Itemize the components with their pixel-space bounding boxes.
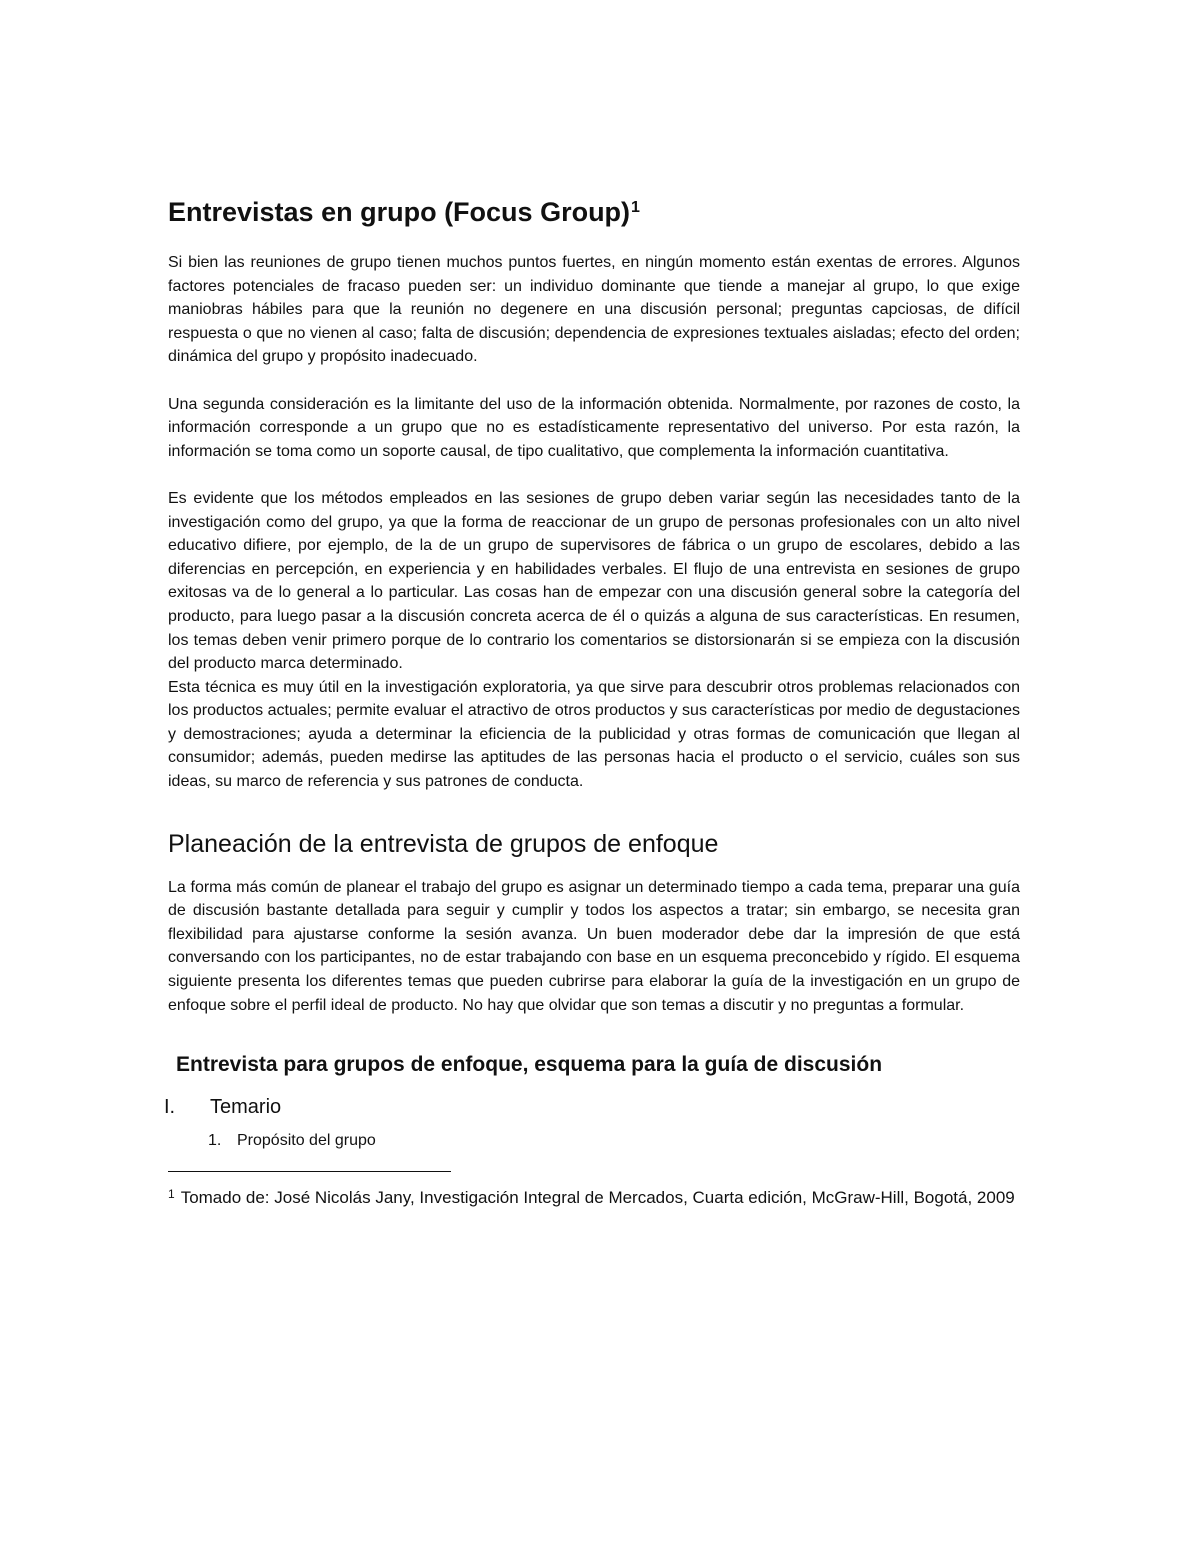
footnote [168,1186,1020,1210]
title-footnote-mark: 1 [631,199,640,216]
outline-roman-number: I. [164,1096,176,1119]
outline-item-number: 1. [208,1132,222,1150]
outline-numbered-item [208,1129,1020,1153]
paragraph-planning: La forma más común de planear el trabajo del grupo es asignar un determinado tiempo a cada tema, preparar una guía de discusión bastante detallada para seguir y cumplir y todos los aspectos a tratar; sin embargo, se necesita gran flexibilidad para ajustarse conforme la sesión avanza. Un buen moderador debe dar la impresión de que está conversando con los participantes, no de estar trabajando con base en un esquema preconcebido y rígido. El esquema siguiente presenta los diferentes temas que pueden cubrirse para elaborar la guía de la investigación en un grupo de enfoque sobre el perfil ideal de producto. No hay que olvidar que son temas a discutir y no preguntas a formular. [168,878,1020,1014]
paragraph-limitation: Una segunda consideración es la limitante del uso de la información obtenida. Normalmente, por razones de costo, la información corresponde a un grupo que no es estadísticamente representativo del universo. Por esta razón, la información se toma como un soporte causal, de tipo cualitativo, que complementa la información cuantitativa. [168,395,1020,460]
paragraph-methods: Es evidente que los métodos empleados en las sesiones de grupo deben variar según las necesidades tanto de la investigación como del grupo, ya que la forma de reaccionar de un grupo de personas profesionales con un alto nivel educativo difiere, por ejemplo, de la de un grupo de supervisores de fábrica o un grupo de escolares, debido a las diferencias en percepción, en experiencia y en habilidades verbales. El flujo de una entrevista en sesiones de grupo exitosas va de lo general a lo particular. Las cosas han de empezar con una discusión general sobre la categoría del producto, para luego pasar a la discusión concreta acerca de él o quizás a alguna de sus características. En resumen, los temas deben venir primero porque de lo contrario los comentarios se distorsionarán si se empieza con la discusión del producto marca determinado. [168,489,1020,673]
outline-roman-label: Temario [210,1096,282,1119]
document-title-text: Entrevistas en grupo (Focus Group) [168,197,631,227]
paragraph-technique: Esta técnica es muy útil en la investigación exploratoria, ya que sirve para descubrir otros problemas relacionados con los productos actuales; permite evaluar el atractivo de otros productos y sus características por medio de degustaciones y demostraciones; ayuda a determinar la eficiencia de la publicidad y otras formas de comunicación que llegan al consumidor; además, pueden medirse las aptitudes de las personas hacia el producto o el servicio, cuáles son sus ideas, su marco de referencia y sus patrones de conducta. [168,678,1020,791]
document-title [168,194,1020,230]
footnote-text: Tomado de: José Nicolás Jany, Investigación Integral de Mercados, Cuarta edición, McGraw-Hill, Bogotá, 2009 [180,1188,1015,1208]
outline-roman-item [164,1093,1020,1121]
paragraph-errors: Si bien las reuniones de grupo tienen muchos puntos fuertes, en ningún momento están exentas de errores. Algunos factores potenciales de fracaso pueden ser: un individuo dominante que tiende a manejar al grupo, lo que exige maniobras hábiles para que la reunión no degenere en una discusión personal; preguntas capciosas, de difícil respuesta o que no vienen al caso; falta de discusión; dependencia de expresiones textuales aisladas; efecto del orden; dinámica del grupo y propósito inadecuado. [168,254,1020,366]
section-heading-planning: Planeación de la entrevista de grupos de enfoque [168,829,719,858]
outline-item-label: Propósito del grupo [237,1132,376,1150]
footnote-separator [168,1171,451,1172]
document-body [164,194,1020,1210]
subsection-heading-guide: Entrevista para grupos de enfoque, esquema para la guía de discusión [176,1053,883,1077]
footnote-mark: 1 [168,1187,175,1202]
